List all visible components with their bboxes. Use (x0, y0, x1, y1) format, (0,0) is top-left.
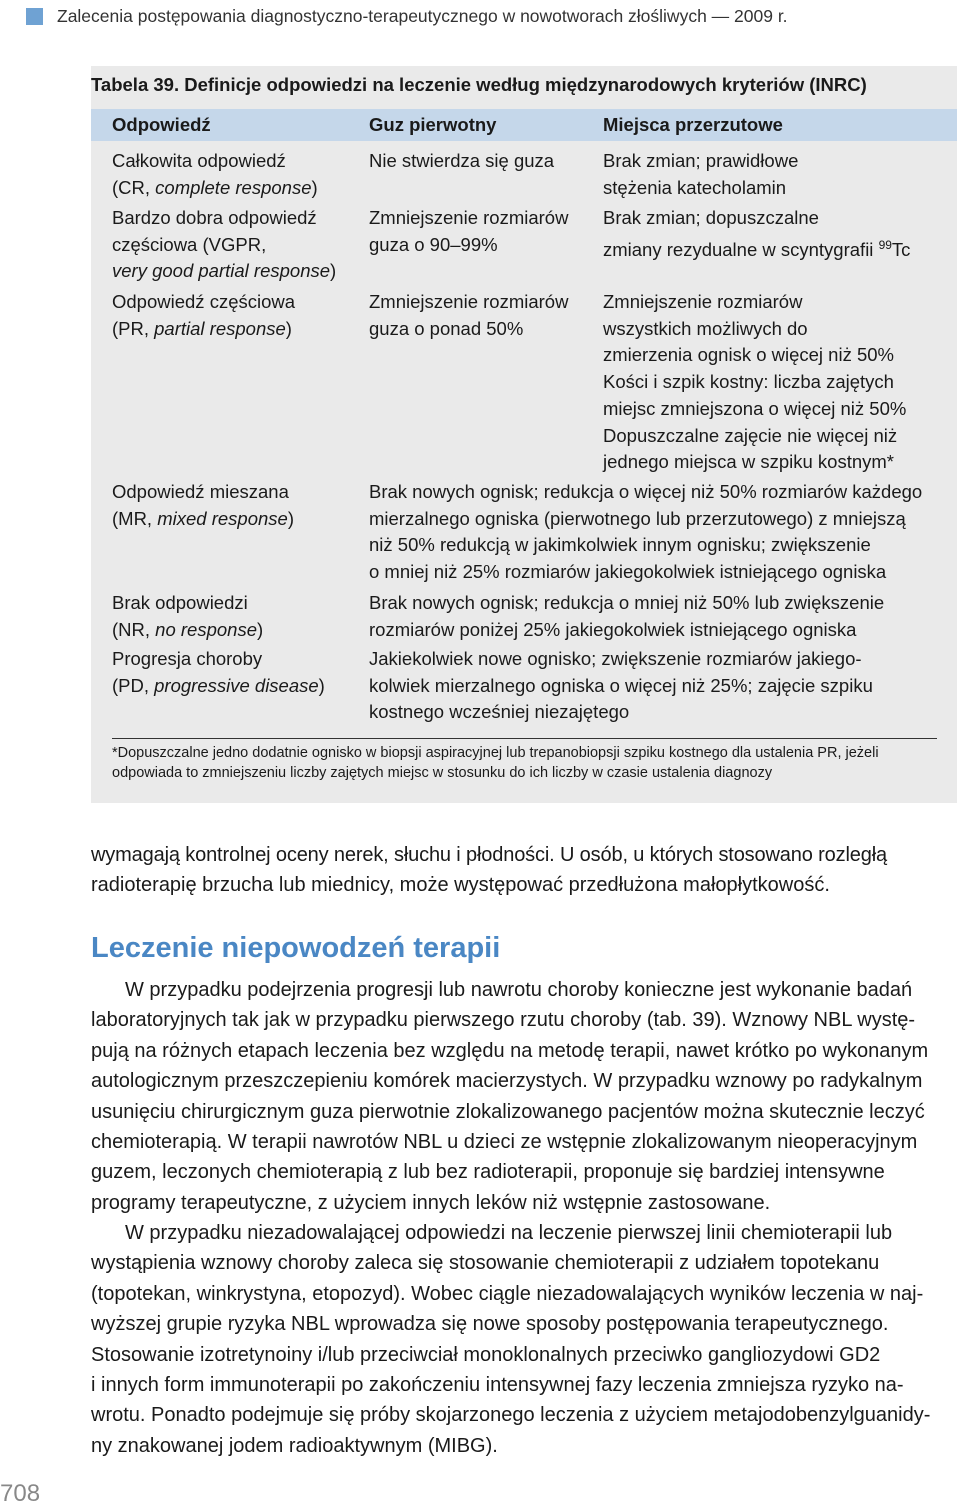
table-row-cr-metastatic (603, 148, 798, 201)
cell-line: mierzalnego ogniska (pierwotnego lub przerzutowego) z mniejszą (369, 507, 906, 529)
cell-text: zmiany rezydualne w scyntygrafii (603, 238, 874, 260)
paragraph-line: W przypadku niezadowalającej odpowiedzi na leczenie pierwszej linii chemioterapii lub (125, 1222, 893, 1244)
running-header (26, 4, 788, 28)
cell-line: (MR, mixed response) (112, 507, 294, 529)
paragraph-line: programy terapeutyczne, z użyciem innych leków niż wstępnie zastosowane. (91, 1191, 771, 1214)
cell-line: Zmniejszenie rozmiarów (603, 291, 803, 312)
table-row-nr-response (112, 590, 263, 643)
intro-paragraph (91, 840, 957, 901)
paragraph-line: radioterapię brzucha lub miednicy, może występować przedłużona małopłytkowość. (91, 874, 830, 897)
cell-line: Progresja choroby (112, 648, 263, 669)
english-term: partial response (154, 317, 286, 339)
table-header (91, 109, 957, 141)
paragraph-line: i innych form immunoterapii po zakończeniu intensywnej fazy leczenia zmniejsza ryzyko na- (91, 1374, 904, 1397)
cell-line: (CR, complete response) (112, 176, 318, 198)
cell-line: Brak zmian; prawidłowe (603, 150, 799, 171)
table-row-vgpr-response (112, 205, 336, 285)
section-paragraph-2 (91, 1218, 957, 1461)
footnote-line: odpowiada to zmniejszeniu liczby zajętych miejsc w stosunku do ich liczby w czasie ustalenia diagnozy (112, 764, 773, 781)
section-title: Leczenie niepowodzeń terapii (91, 932, 501, 964)
table-caption: Tabela 39. Definicje odpowiedzi na leczenie według międzynarodowych kryteriów (INRC) (91, 74, 867, 95)
cell-line: Całkowita odpowiedź (112, 150, 286, 171)
paragraph-line: usunięciu chirurgicznym guza pierwotnie zlokalizowanego pacjentów można skutecznie leczyć (91, 1100, 925, 1123)
cell-line: (PR, partial response) (112, 317, 292, 339)
cell-line: Kości i szpik kostny: liczba zajętych (603, 371, 894, 393)
column-header-metastatic: Miejsca przerzutowe (603, 114, 783, 135)
cell-line: Zmniejszenie rozmiarów (369, 291, 569, 312)
cell-line: guza o ponad 50% (369, 317, 524, 339)
table-row-nr-combined (369, 590, 884, 643)
cell-line: niż 50% redukcją w jakimkolwiek innym ognisku; zwiększenie (369, 534, 871, 556)
cell-line: kostnego wcześniej niezajętego (369, 701, 630, 723)
cell-line: Bardzo dobra odpowiedź (112, 207, 317, 228)
cell-line: rozmiarów poniżej 25% jakiegokolwiek istniejącego ogniska (369, 618, 857, 640)
cell-line: Brak nowych ognisk; redukcja o mniej niż 50% lub zwiększenie (369, 592, 885, 613)
english-term: mixed response (157, 507, 288, 529)
section-paragraph-1 (91, 975, 957, 1218)
table-row-cr-primary (369, 148, 554, 175)
table-row-pr-primary (369, 289, 568, 342)
table-39 (91, 66, 957, 803)
table-row-pr-response (112, 289, 295, 342)
cell-line: Brak zmian; dopuszczalne (603, 207, 819, 228)
footnote-line: *Dopuszczalne jedno dodatnie ognisko w biopsji aspiracyjnej lub trepanobiopsji szpiku kostnego dla ustalenia PR, jeżeli (112, 745, 879, 761)
table-row-vgpr-metastatic (603, 205, 910, 264)
cell-line (603, 232, 910, 264)
paragraph-line: laboratoryjnych tak jak w przypadku pierwszego rzutu choroby (tab. 39). Wznowy NBL wystę- (91, 1009, 916, 1032)
cell-line: guza o 90–99% (369, 233, 498, 255)
running-title: Zalecenia postępowania diagnostyczno-terapeutycznego w nowotworach złośliwych — 2009 r. (57, 5, 788, 26)
column-header-primary: Guz pierwotny (369, 114, 497, 135)
cell-line: very good partial response) (112, 260, 337, 282)
paragraph-line: wyższej grupie ryzyka NBL wprowadza się nowe sposoby postępowania terapeutycznego. (91, 1313, 889, 1336)
cell-line: Odpowiedź częściowa (112, 291, 296, 312)
cell-line: zmierzenia ognisk o więcej niż 50% (603, 344, 894, 366)
footnote-divider (112, 738, 937, 739)
header-square-icon (26, 8, 43, 25)
paragraph-line: pują na różnych etapach leczenia bez względu na metodę terapii, nawet krótko po wykonanym (91, 1039, 929, 1062)
english-term: complete response (155, 176, 312, 198)
english-term: no response (155, 618, 257, 640)
table-row-vgpr-primary (369, 205, 568, 258)
cell-line: Brak nowych ognisk; redukcja o więcej niż 50% rozmiarów każdego (369, 481, 923, 502)
cell-line: Zmniejszenie rozmiarów (369, 207, 569, 228)
table-footnote (112, 744, 879, 783)
paragraph-line: wrotu. Ponadto podejmuje się próby skojarzonego leczenia z użyciem metajodobenzylguanidy- (91, 1404, 931, 1427)
isotope-mass-number: 99 (878, 237, 892, 252)
table-row-pd-combined (369, 646, 873, 726)
cell-line: Odpowiedź mieszana (112, 481, 289, 502)
cell-line: Nie stwierdza się guza (369, 150, 555, 171)
paragraph-line: (topotekan, winkrystyna, etopozyd). Wobec ciągle niezadowalających wyników leczenia w naj- (91, 1282, 924, 1305)
cell-line: miejsc zmniejszona o więcej niż 50% (603, 397, 907, 419)
table-row-cr-response (112, 148, 318, 201)
table-row-pr-metastatic (603, 289, 906, 476)
cell-line: Dopuszczalne zajęcie nie więcej niż (603, 424, 898, 446)
column-header-response: Odpowiedź (112, 114, 211, 135)
paragraph-line: ny znakowanej jodem radioaktywnym (MIBG). (91, 1434, 498, 1457)
cell-line: częściowa (VGPR, (112, 233, 267, 255)
table-row-mr-response (112, 479, 294, 532)
cell-line: jednego miejsca w szpiku kostnym* (603, 451, 894, 473)
paragraph-line: autologicznym przeszczepieniu komórek macierzystych. W przypadku wznowy po radykalnym (91, 1070, 923, 1093)
table-row-pd-response (112, 646, 325, 699)
paragraph-line: chemioterapią. W terapii nawrotów NBL u dzieci ze wstępnie zlokalizowanym nieoperacyjnym (91, 1131, 918, 1154)
paragraph-line: guzem, leczonych chemioterapią z lub bez radioterapii, proponuje się bardziej intensywne (91, 1161, 885, 1184)
english-term: progressive disease (154, 674, 319, 696)
cell-line: (PD, progressive disease) (112, 674, 325, 696)
cell-line: kolwiek mierzalnego ogniska o więcej niż 25%; zajęcie szpiku (369, 674, 873, 696)
cell-line: Brak odpowiedzi (112, 592, 248, 613)
paragraph-line: W przypadku podejrzenia progresji lub nawrotu choroby konieczne jest wykonanie badań (125, 979, 913, 1001)
cell-line: wszystkich możliwych do (603, 317, 808, 339)
cell-line: (NR, no response) (112, 618, 264, 640)
page-number: 708 (0, 1480, 41, 1507)
paragraph-line: wymagają kontrolnej oceny nerek, słuchu i płodności. U osób, u których stosowano rozległą (91, 844, 887, 866)
cell-line: stężenia katecholamin (603, 176, 787, 198)
paragraph-line: Stosowanie izotretynoiny i/lub przeciwciał monoklonalnych przeciwko gangliozydowi GD2 (91, 1343, 881, 1366)
paragraph-line: wystąpienia wznowy choroby zaleca się stosowanie chemioterapii z udziałem topotekanu (91, 1252, 880, 1275)
cell-line: Jakiekolwiek nowe ognisko; zwiększenie rozmiarów jakiego- (369, 648, 862, 669)
cell-line: o mniej niż 25% rozmiarów jakiegokolwiek istniejącego ogniska (369, 561, 887, 583)
isotope-symbol: Tc (891, 238, 911, 260)
table-row-mr-combined (369, 479, 922, 586)
english-term: very good partial response (112, 260, 331, 282)
